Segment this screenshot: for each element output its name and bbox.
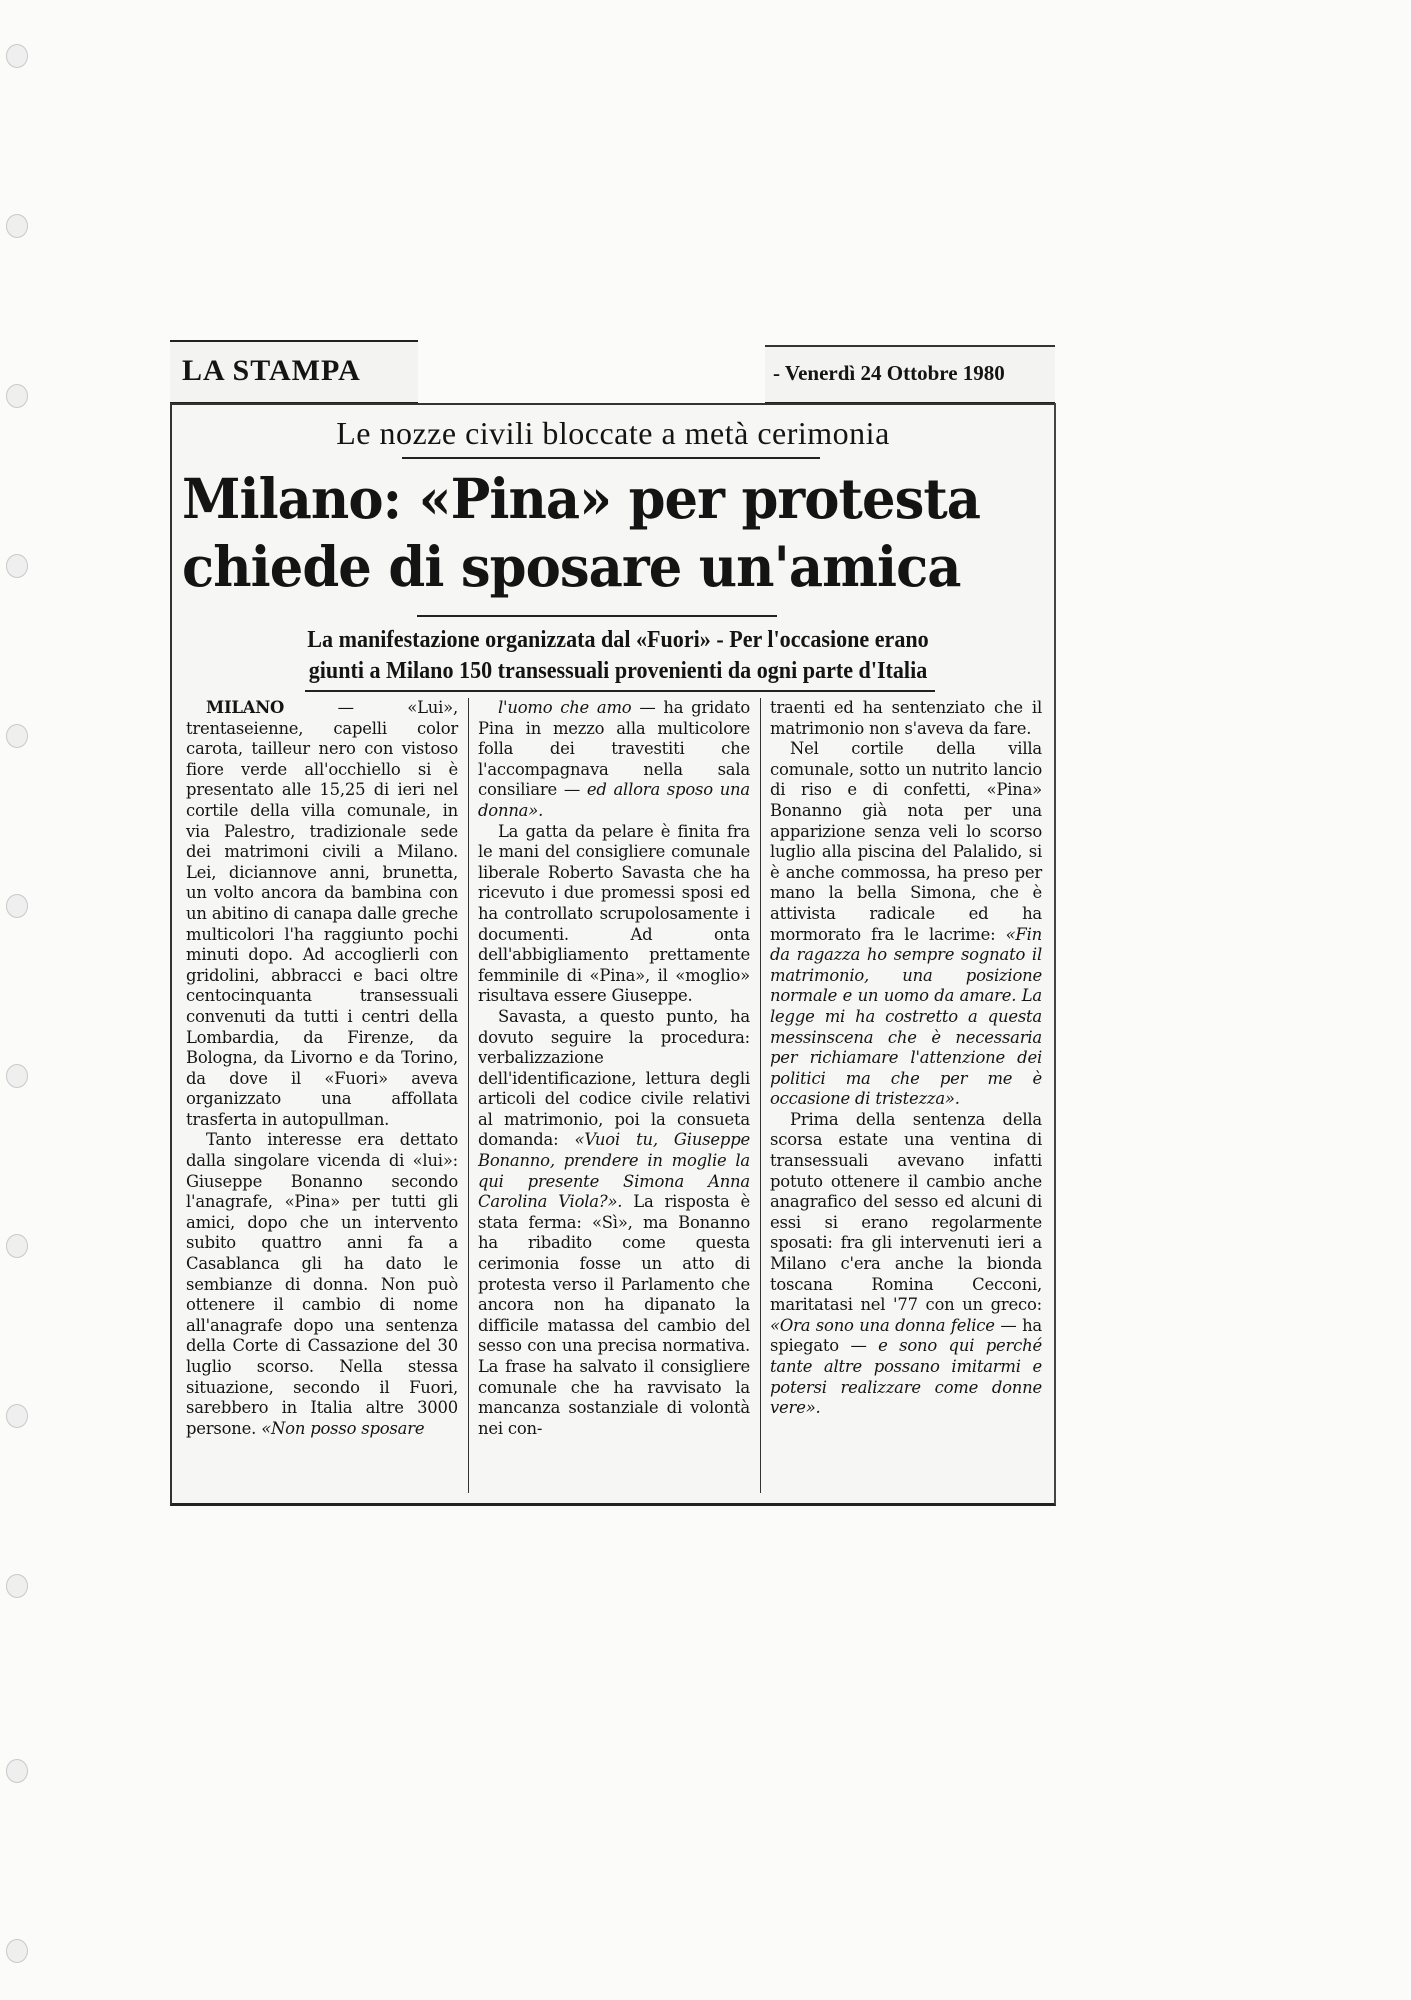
binder-hole <box>6 1939 28 1963</box>
body-text: — ha spiegato — <box>770 1315 1042 1356</box>
quote-text: «Vuoi tu, Giuseppe Bonanno, prendere in moglie la qui presente Simona Anna Carolina Viola?». <box>478 1130 751 1212</box>
article-paragraph <box>770 739 1042 1110</box>
binder-hole <box>6 894 28 918</box>
binder-hole <box>6 1234 28 1258</box>
binder-hole <box>6 384 28 408</box>
binder-hole <box>6 44 28 68</box>
binder-hole <box>6 724 28 748</box>
body-text: — «Lui», trentaseienne, capelli color carota, tailleur nero con vistoso fiore verde all'occhiello si è presentato alle 15,25 di ieri nel cortile della villa comunale, in via Palestro, tradizionale sede dei matrimoni civili a Milano. Lei, diciannove anni, brunetta, un volto ancora da bambina con un abitino di canapa dalle greche multicolori l'ha raggiunto pochi minuti dopo. Ad accoglierli con gridolini, abbracci e baci oltre centocinquanta transessuali convenuti da tutti i centri della Lombardia, da Firenze, da Bologna, da Livorno e da Torino, da dove il «Fuori» aveva organizzato una affollata trasferta in autopullman. <box>186 698 458 1129</box>
paper-name: LA STAMPA <box>182 354 361 387</box>
binder-hole <box>6 1064 28 1088</box>
binder-hole <box>6 1574 28 1598</box>
binder-hole <box>6 1404 28 1428</box>
body-text: Prima della sentenza della scorsa estate una ventina di transessuali avevano infatti potuto ottenere il cambio anche anagrafico del sesso ed alcuni di essi si erano regolarmente sposati: fra gli intervenuti ieri a Milano c'era anche la bionda toscana Romina Cecconi, maritatasi nel '77 con un greco: <box>770 1109 1042 1315</box>
body-text: Tanto interesse era dettato dalla singolare vicenda di «lui»: Giuseppe Bonanno secondo l'anagrafe, «Pina» per tutti gli amici, dopo che un intervento subito quattro anni fa a Casablanca gli ha dato le sembianze di donna. Non può ottenere il cambio di nome all'anagrafe dopo una sentenza della Corte di Cassazione del 30 luglio scorso. Nella stessa situazione, secondo il Fuori, sarebbero in Italia altre 3000 persone. <box>186 1130 458 1438</box>
subhead-underline <box>305 690 935 692</box>
column-2 <box>478 698 750 1493</box>
column-divider <box>468 698 469 1493</box>
body-text: Nel cortile della villa comunale, sotto un nutrito lancio di riso e di confetti, «Pina» Bonanno già nota per una apparizione senza veli lo scorso luglio alla piscina del Palalido, si è anche commossa, ha preso per mano la bella Simona, che è attivista radicale ed ha mormorato fra le lacrime: <box>770 739 1042 944</box>
column-3 <box>770 698 1042 1493</box>
top-rule <box>172 403 1054 405</box>
article-body <box>186 698 1046 1493</box>
headline-line-2: chiede di sposare un'amica <box>182 534 961 599</box>
article-clipping <box>170 403 1056 1506</box>
article-subhead <box>235 625 1000 687</box>
article-paragraph <box>770 1110 1042 1419</box>
article-paragraph <box>478 822 750 1007</box>
column-divider <box>760 698 761 1493</box>
quote-text: ed allora sposo una donna». <box>478 780 750 820</box>
quote-text: l'uomo che amo <box>498 698 632 717</box>
body-text: La risposta è stata ferma: «Sì», ma Bonanno ha ribadito come questa cerimonia fosse un atto di protesta verso il Parlamento che ancora non ha dipanato la difficile matassa del cambio del sesso con una precisa normativa. La frase ha salvato il consigliere comunale che ha ravvisato la mancanza sostanziale di volontà nei con- <box>478 1192 751 1438</box>
body-text: — ha gridato Pina in mezzo alla multicolore folla dei travestiti che l'accompagnava nella sala consiliare — <box>478 698 750 800</box>
binder-hole <box>6 1759 28 1783</box>
masthead-paper-name <box>170 340 418 404</box>
body-text: traenti ed ha sentenziato che il matrimonio non s'aveva da fare. <box>770 698 1042 738</box>
body-text: Savasta, a questo punto, ha dovuto seguire la procedura: verbalizzazione dell'identificazione, lettura degli articoli del codice civile relativi al matrimonio, poi la consueta domanda: <box>478 1006 750 1150</box>
quote-text: «Ora sono una donna felice <box>770 1315 995 1335</box>
issue-date: - Venerdì 24 Ottobre 1980 <box>773 361 1005 385</box>
article-paragraph <box>186 698 458 1130</box>
body-text: La gatta da pelare è finita fra le mani del consigliere comunale liberale Roberto Savasta che ha ricevuto i due promessi sposi ed ha controllato scrupolosamente i documenti. Ad onta dell'abbigliamento prettamente femminile di «Pina», il «moglio» risultava essere Giuseppe. <box>478 821 750 1006</box>
headline-underline <box>417 615 777 617</box>
binder-hole <box>6 214 28 238</box>
quote-text: «Fin da ragazza ho sempre sognato il matrimonio, una posizione normale e un uomo da amare. La legge mi ha costretto a questa messinscena che è necessaria per richiamare l'attenzione dei politici ma che per me è occasione di tristezza». <box>770 924 1042 1109</box>
article-paragraph <box>186 1130 458 1439</box>
quote-text: «Non posso sposare <box>261 1418 425 1438</box>
article-paragraph <box>478 698 750 822</box>
article-paragraph <box>478 1007 750 1439</box>
quote-text: e sono qui perché tante altre possano imitarmi e potersi realizzare come donne vere». <box>770 1336 1042 1418</box>
dateline: MILANO <box>206 698 285 717</box>
column-1 <box>186 698 458 1493</box>
article-kicker: Le nozze civili bloccate a metà cerimonia <box>336 415 890 451</box>
subhead-line-2: giunti a Milano 150 transessuali provenienti da ogni parte d'Italia <box>308 658 928 684</box>
article-headline <box>182 465 1010 601</box>
binder-hole <box>6 554 28 578</box>
article-paragraph <box>770 698 1042 739</box>
headline-line-1: Milano: «Pina» per protesta <box>182 466 981 531</box>
subhead-line-1: La manifestazione organizzata dal «Fuori» - Per l'occasione erano <box>307 627 929 653</box>
masthead-date <box>765 345 1055 404</box>
kicker-underline <box>402 457 820 459</box>
